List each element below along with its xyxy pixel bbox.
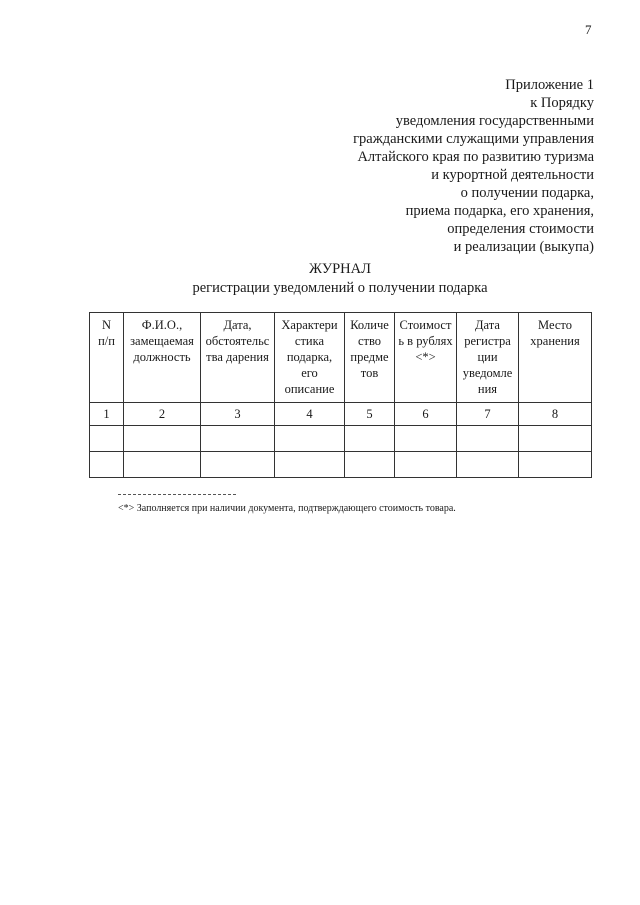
table-cell: [124, 426, 201, 452]
column-number-cell: 5: [345, 403, 395, 426]
column-header-label: Стоимост ь в рублях <*>: [398, 318, 453, 364]
footnote-divider: [118, 494, 236, 495]
table-cell: [275, 452, 345, 478]
table-cell: [90, 452, 124, 478]
appendix-line: гражданскими служащими управления: [353, 131, 594, 147]
appendix-line: приема подарка, его хранения,: [405, 203, 594, 219]
register-table: [89, 312, 592, 478]
journal-heading: [0, 260, 640, 298]
table-cell: [519, 426, 592, 452]
table-header-row: [90, 313, 592, 403]
table-cell: [457, 426, 519, 452]
column-header-registration-date: [457, 313, 519, 403]
table-cell: [90, 426, 124, 452]
journal-title: ЖУРНАЛ: [309, 261, 371, 277]
column-number-cell: 8: [519, 403, 592, 426]
journal-subtitle: регистрации уведомлений о получении подарка: [192, 280, 488, 296]
appendix-line: Алтайского края по развитию туризма: [357, 149, 594, 165]
column-header-label: Количе ство предме тов: [350, 318, 389, 380]
column-header-description: [275, 313, 345, 403]
table-cell: [395, 452, 457, 478]
table-cell: [345, 452, 395, 478]
column-header-quantity: [345, 313, 395, 403]
column-number-cell: 6: [395, 403, 457, 426]
appendix-line: и курортной деятельности: [431, 167, 594, 183]
column-header-label: N п/п: [98, 318, 115, 348]
column-number-cell: 4: [275, 403, 345, 426]
column-header-label: Дата, обстоятельс тва дарения: [205, 318, 270, 364]
table-cell: [275, 426, 345, 452]
table-cell: [457, 452, 519, 478]
column-header-storage: [519, 313, 592, 403]
footnote: <*> Заполняется при наличии документа, подтверждающего стоимость товара.: [118, 503, 456, 514]
table-cell: [345, 426, 395, 452]
appendix-block: [353, 76, 594, 256]
column-header-label: Характери стика подарка, его описание: [281, 318, 338, 396]
column-header-number: [90, 313, 124, 403]
column-header-cost: [395, 313, 457, 403]
table-row: [90, 426, 592, 452]
column-number-cell: 3: [201, 403, 275, 426]
appendix-line: определения стоимости: [447, 221, 594, 237]
column-number-cell: 1: [90, 403, 124, 426]
column-number-cell: 2: [124, 403, 201, 426]
column-header-gift-date: [201, 313, 275, 403]
table-cell: [124, 452, 201, 478]
column-header-label: Место хранения: [530, 318, 580, 348]
column-header-name: [124, 313, 201, 403]
page-number: 7: [585, 22, 592, 37]
table-cell: [395, 426, 457, 452]
column-number-row: [90, 403, 592, 426]
table-cell: [201, 426, 275, 452]
table-cell: [201, 452, 275, 478]
column-header-label: Дата регистра ции уведомле ния: [462, 318, 513, 396]
column-number-cell: 7: [457, 403, 519, 426]
column-header-label: Ф.И.О., замещаемая должность: [130, 318, 194, 364]
appendix-line: о получении подарка,: [460, 185, 594, 201]
appendix-line: к Порядку: [530, 95, 594, 111]
appendix-line: и реализации (выкупа): [453, 239, 594, 255]
table-cell: [519, 452, 592, 478]
appendix-line: Приложение 1: [505, 77, 594, 93]
table-row: [90, 452, 592, 478]
appendix-line: уведомления государственными: [395, 113, 594, 129]
